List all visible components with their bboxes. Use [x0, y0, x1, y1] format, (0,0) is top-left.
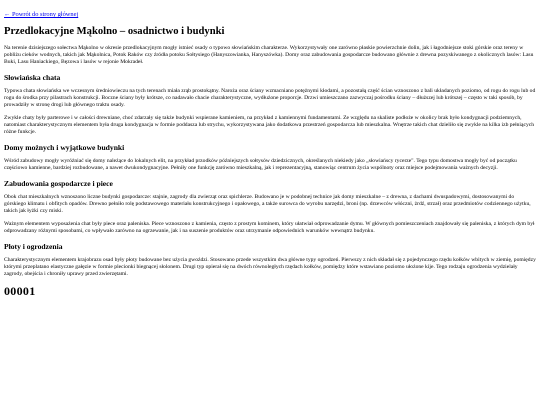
- visit-counter: 00001: [4, 284, 36, 298]
- section-paragraph: Ważnym elementem wyposażenia chat były piece oraz paleniska. Piece wznoszono z kamienia, często z prostym kominem, który ułatwiał odprowadzanie dymu. W głównych pomieszczeniach znajdowały się paleniska, z których dym był odprowadzany różnymi sposobami, co wpływało zarówno na ogrzewanie, jak i na suszenie produktów oraz utrzymanie odpowiednich warunków wewnątrz budynku.: [4, 221, 535, 234]
- section-heading-noble-houses: Domy możnych i wyjątkowe budynki: [4, 143, 125, 152]
- section-heading-fences: Płoty i ogrodzenia: [4, 242, 63, 251]
- intro-paragraph: Na terenie dzisiejszego sołectwa Mąkolno w okresie przedlokacyjnym mogły istnieć osady o typowo słowiańskim charakterze. Wykorzystywały one zarówno płaskie powierzchnie dolin, jak i łagodniejsze stoki górskie oraz tereny w pobliżu cieków wodnych, takich jak Mąkolnica, Potok Raków czy źródła potoku Sołtysiego (Hanyszowianka, Hanyszówka). Domy oraz zabudowania gospodarcze budowano głównie z drewna pozyskiwanego z okolicznych lasów: Lasu Buki, Lasu Haniackiego, Bęzowa i lasów w rejonie Mokradeł.: [4, 45, 534, 65]
- section-paragraph: Obok chat mieszkalnych wznoszono liczne budynki gospodarcze: stajnie, zagrody dla zwierząt oraz spichlerze. Budowano je w podobnej technice jak domy mieszkalne – z drewna, z dachami dwuspadowymi, dostosowanymi do górskiego klimatu i obfitych opadów. Drewno pełniło rolę podstawowego materiału konstrukcyjnego i opałowego, a także surowca do wyrobu narzędzi, broni (np. drzewców włóczni, żrdź, strzał) oraz przedmiotów codziennego użytku, takich jak łyżki czy miski.: [4, 194, 531, 214]
- section-paragraph: Charakterystycznym elementem krajobrazu osad były płoty budowane bez użycia gwoździ. Stosowano przede wszystkim dwa główne typy ogrodzeń. Pierwszy z nich składał się z pojedynczego rzędu kołków wbitych w ziemię, pomiędzy którymi przeplatano elastyczne gałęzie w formie plecionki biegnącej słolonem. Drugi typ opierał się na dwóch równoległych rzędach kołków, pomiędzy które wstawiano poziomo ułożone kije. Tego rodzaju ogrodzenia wydzielały zagrody, obejścia i chroniły uprawy przed zwierzętami.: [4, 257, 536, 277]
- section-paragraph: Zwykle chaty były parterowe i w całości drewniane, choć zdarzały się także budynki wspierane kamieniem, na przykład z kamiennymi fundamentami. Ze względu na skaliste podłoże w okolicy brak było kondygnacji podziemnych, natomiast charakterystycznym elementem była druga kondygnacja w formie poddasza lub strychu, wykorzystywana jako dodatkowa przestrzeń gospodarcza lub mieszkalna. Wnętrze takich chat dzieliło się zwykle na kilka izb pełniących różne funkcje.: [4, 115, 535, 135]
- section-paragraph: Typowa chata słowiańska we wczesnym średniowieczu na tych terenach miała zrąb prostokątny. Naroża oraz ściany wzmacniano potężnymi kłodami, a pozostałą część ścian wznoszono z bali układanych poziomo, od rogu do rogu lub od rogu do środka przy pilastrach konstrukcji. Boczne ściany były krótsze, co nadawało chacie charakterystyczne, wydłużone proporcje. Drzwi umieszczano zazwyczaj pośrodku ściany – dłuższej lub krótszej – często w taki sposób, by prowadziły w stronę drogi lub głównego traktu osady.: [4, 88, 536, 108]
- page-title: Przedlokacyjne Mąkolno – osadnictwo i budynki: [4, 26, 225, 37]
- back-to-home-link[interactable]: ← Powrót do strony głównej: [4, 11, 79, 18]
- section-heading-farm-buildings: Zabudowania gospodarcze i piece: [4, 179, 113, 188]
- section-paragraph: Wśród zabudowy mogły wyróżniać się domy należące do lokalnych elit, na przykład przodków późniejszych sołtysów dziedzicznych, określanych niekiedy jako „słowiańscy rycerze". Tego typu domostwa mogły być od początku częściowo kamienne, bardziej rozbudowane, a nawet dwukondygnacyjne. Pełniły one funkcję zarówno mieszkalną, jak i reprezentacyjną, stanowiąc centrum życia wspólnoty oraz miejsce podejmowania ważnych decyzji.: [4, 158, 517, 171]
- section-heading-slavic-hut: Słowiańska chata: [4, 73, 61, 82]
